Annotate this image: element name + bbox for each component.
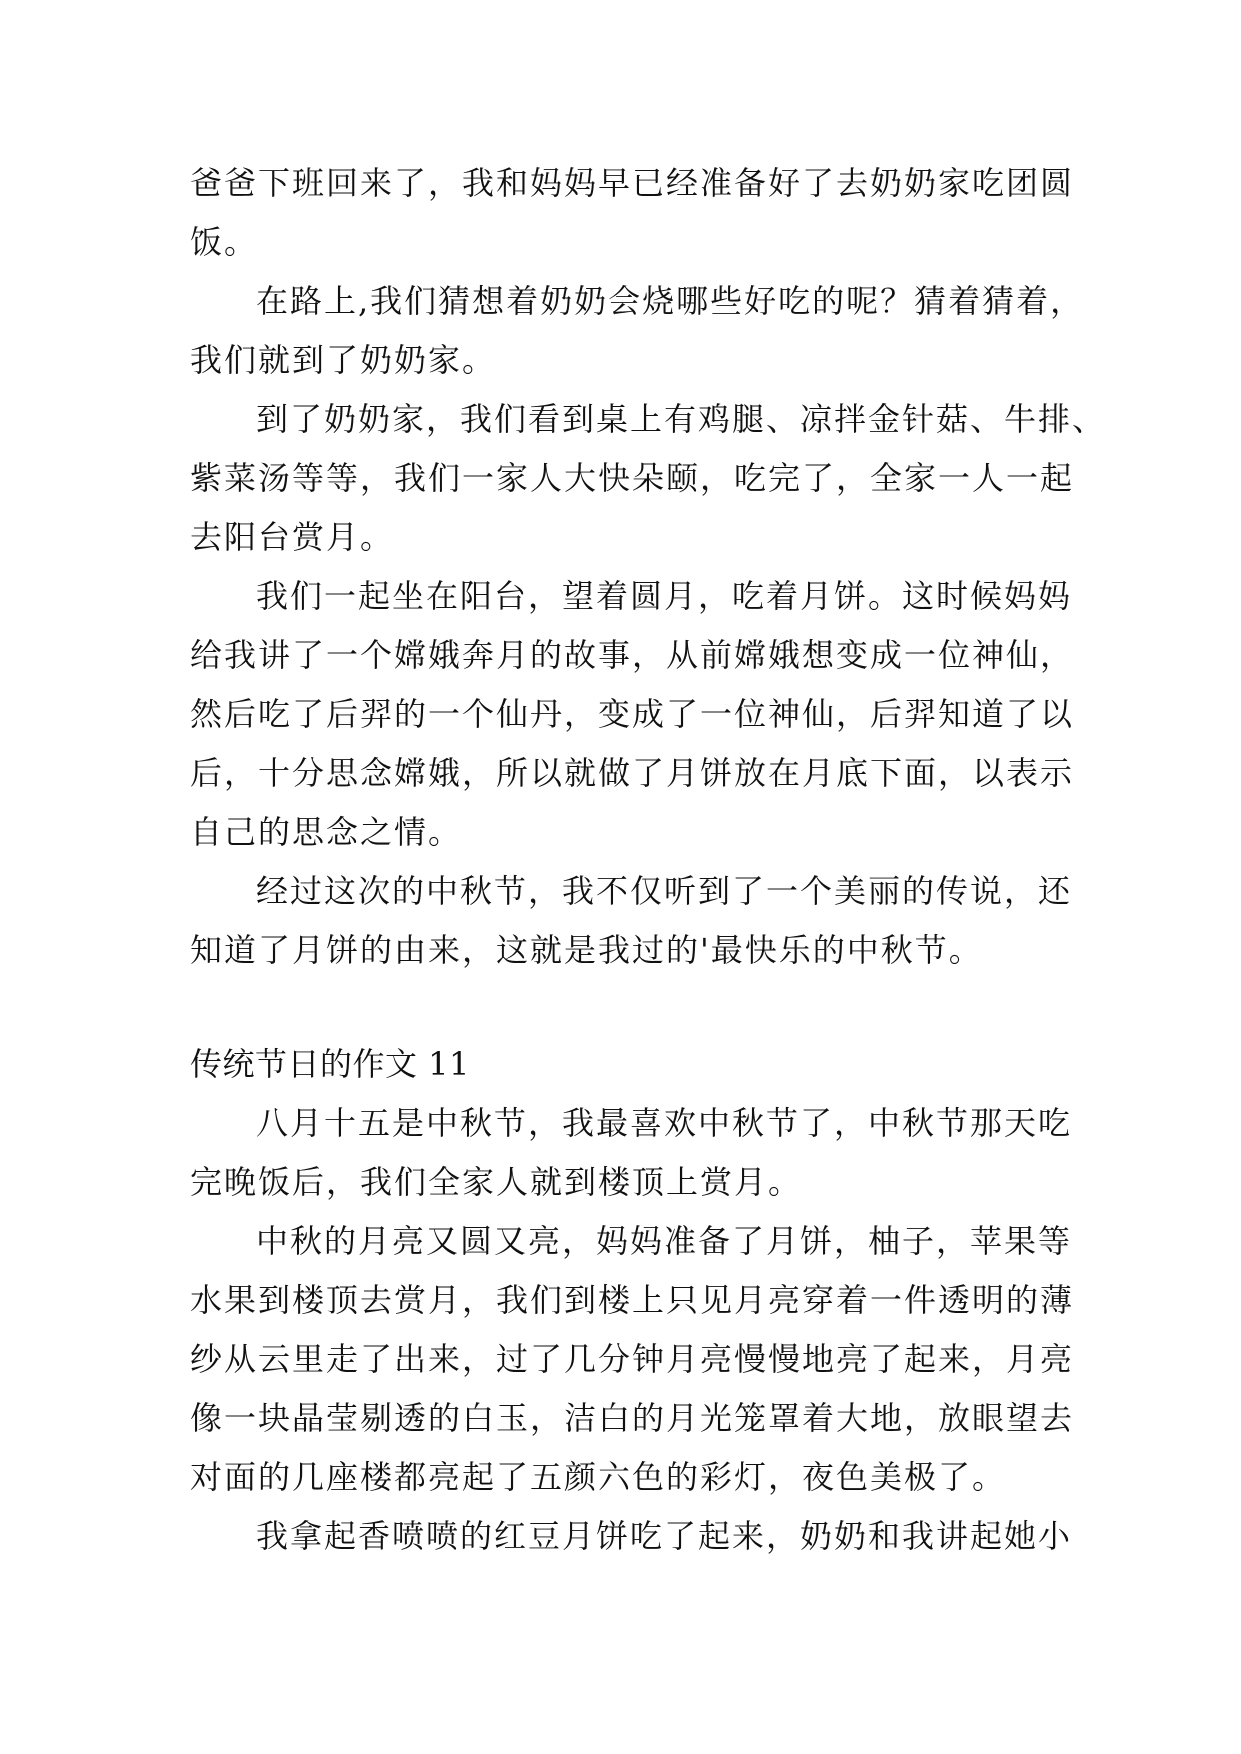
text-line: 饭。	[190, 223, 259, 261]
paragraph-first-line: 到了奶奶家，我们看到桌上有鸡腿、凉拌金针菇、牛排、	[256, 400, 1107, 438]
text-line: 紫菜汤等等，我们一家人大快朵颐，吃完了，全家一人一起	[190, 459, 1075, 497]
text-line: 后，十分思念嫦娥，所以就做了月饼放在月底下面，以表示	[190, 754, 1075, 792]
text-line: 完晚饭后，我们全家人就到楼顶上赏月。	[190, 1163, 803, 1201]
text-line: 像一块晶莹剔透的白玉，洁白的月光笼罩着大地，放眼望去	[190, 1399, 1075, 1437]
paragraph-first-line: 经过这次的中秋节，我不仅听到了一个美丽的传说，还	[256, 872, 1073, 910]
text-line: 自己的思念之情。	[190, 813, 463, 851]
paragraph-first-line: 我拿起香喷喷的红豆月饼吃了起来，奶奶和我讲起她小	[256, 1517, 1073, 1555]
text-line: 知道了月饼的由来，这就是我过的'最快乐的中秋节。	[190, 931, 983, 969]
paragraph-first-line: 在路上,我们猜想着奶奶会烧哪些好吃的呢？猜着猜着，	[256, 282, 1085, 320]
paragraph-first-line: 我们一起坐在阳台，望着圆月，吃着月饼。这时候妈妈	[256, 577, 1073, 615]
section-heading: 传统节日的作文 11	[190, 1045, 470, 1083]
text-line: 我们就到了奶奶家。	[190, 341, 497, 379]
paragraph-first-line: 中秋的月亮又圆又亮，妈妈准备了月饼，柚子，苹果等	[256, 1222, 1073, 1260]
paragraph-first-line: 八月十五是中秋节，我最喜欢中秋节了，中秋节那天吃	[256, 1104, 1073, 1142]
text-line: 去阳台赏月。	[190, 518, 395, 556]
text-line: 爸爸下班回来了，我和妈妈早已经准备好了去奶奶家吃团圆	[190, 164, 1075, 202]
text-line: 给我讲了一个嫦娥奔月的故事，从前嫦娥想变成一位神仙，	[190, 636, 1075, 674]
text-line: 对面的几座楼都亮起了五颜六色的彩灯，夜色美极了。	[190, 1458, 1007, 1496]
text-line: 纱从云里走了出来，过了几分钟月亮慢慢地亮了起来，月亮	[190, 1340, 1075, 1378]
text-line: 然后吃了后羿的一个仙丹，变成了一位神仙，后羿知道了以	[190, 695, 1075, 733]
text-line: 水果到楼顶去赏月，我们到楼上只见月亮穿着一件透明的薄	[190, 1281, 1075, 1319]
